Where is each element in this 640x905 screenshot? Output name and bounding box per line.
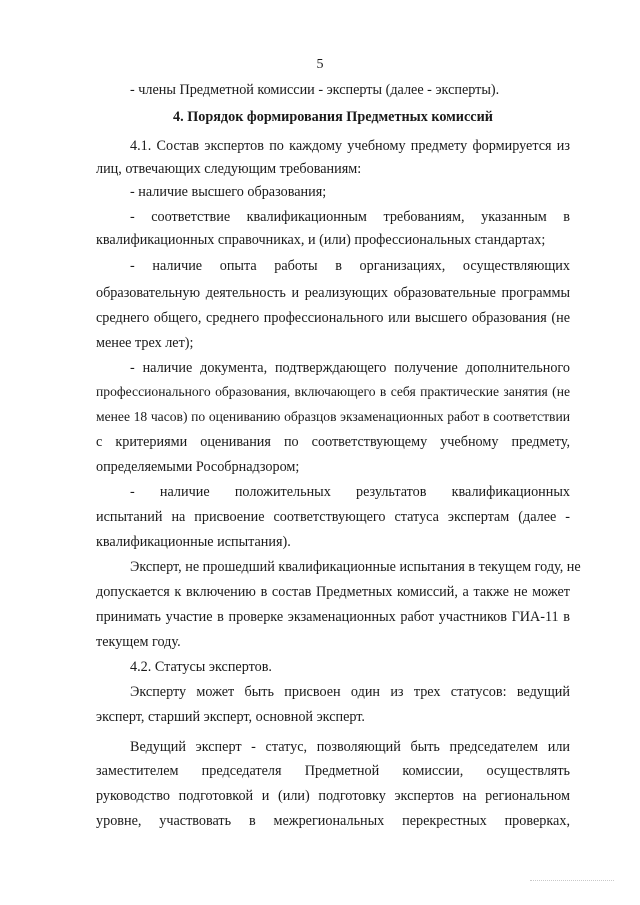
- text-line: эксперт, старший эксперт, основной эксперт.: [96, 709, 365, 725]
- text-line: менее 18 часов) по оцениванию образцов экзаменационных работ в соответствии: [96, 409, 570, 424]
- text-line: допускается к включению в состав Предметных комиссий, а также не может: [96, 584, 570, 600]
- text-line: уровне, участвовать в межрегиональных перекрестных проверках,: [96, 813, 570, 829]
- text-line: лиц, отвечающих следующим требованиям:: [96, 161, 362, 177]
- text-line: квалификационных справочниках, и (или) профессиональных стандартах;: [96, 232, 546, 248]
- text-line: профессионального образования, включающего в себя практические занятия (не: [96, 384, 570, 399]
- text-line: - соответствие квалификационным требованиям, указанным в: [130, 209, 570, 225]
- scan-artifact: [530, 878, 614, 881]
- text-line: с критериями оценивания по соответствующему учебному предмету,: [96, 434, 570, 450]
- text-line: 4.2. Статусы экспертов.: [130, 659, 272, 675]
- text-line: 4.1. Состав экспертов по каждому учебному предмету формируется из: [130, 138, 570, 154]
- text-line: испытаний на присвоение соответствующего статуса экспертам (далее -: [96, 509, 570, 525]
- text-line: - наличие документа, подтверждающего получение дополнительного: [130, 360, 570, 376]
- text-line: заместителем председателя Предметной комиссии, осуществлять: [96, 763, 570, 779]
- text-line: - наличие высшего образования;: [130, 184, 327, 200]
- text-line: - наличие положительных результатов квалификационных: [130, 484, 570, 500]
- text-line: определяемыми Рособрнадзором;: [96, 459, 300, 475]
- page-number: 5: [316, 57, 324, 72]
- text-line: принимать участие в проверке экзаменационных работ участников ГИА-11 в: [96, 609, 570, 625]
- text-line: - наличие опыта работы в организациях, осуществляющих: [130, 258, 570, 274]
- text-line: менее трех лет);: [96, 335, 194, 351]
- text-line: текущем году.: [96, 634, 181, 650]
- text-line: - члены Предметной комиссии - эксперты (далее - эксперты).: [130, 82, 500, 98]
- section-heading: 4. Порядок формирования Предметных комиссий: [173, 109, 493, 125]
- text-line: квалификационные испытания).: [96, 534, 291, 550]
- text-line: среднего общего, среднего профессионального или высшего образования (не: [96, 310, 570, 326]
- text-line: руководство подготовкой и (или) подготовку экспертов на региональном: [96, 788, 570, 804]
- text-line: Ведущий эксперт - статус, позволяющий быть председателем или: [130, 739, 570, 755]
- text-line: образовательную деятельность и реализующих образовательные программы: [96, 285, 570, 301]
- text-line: Эксперт, не прошедший квалификационные испытания в текущем году, не: [130, 559, 581, 575]
- text-line: Эксперту может быть присвоен один из трех статусов: ведущий: [130, 684, 570, 700]
